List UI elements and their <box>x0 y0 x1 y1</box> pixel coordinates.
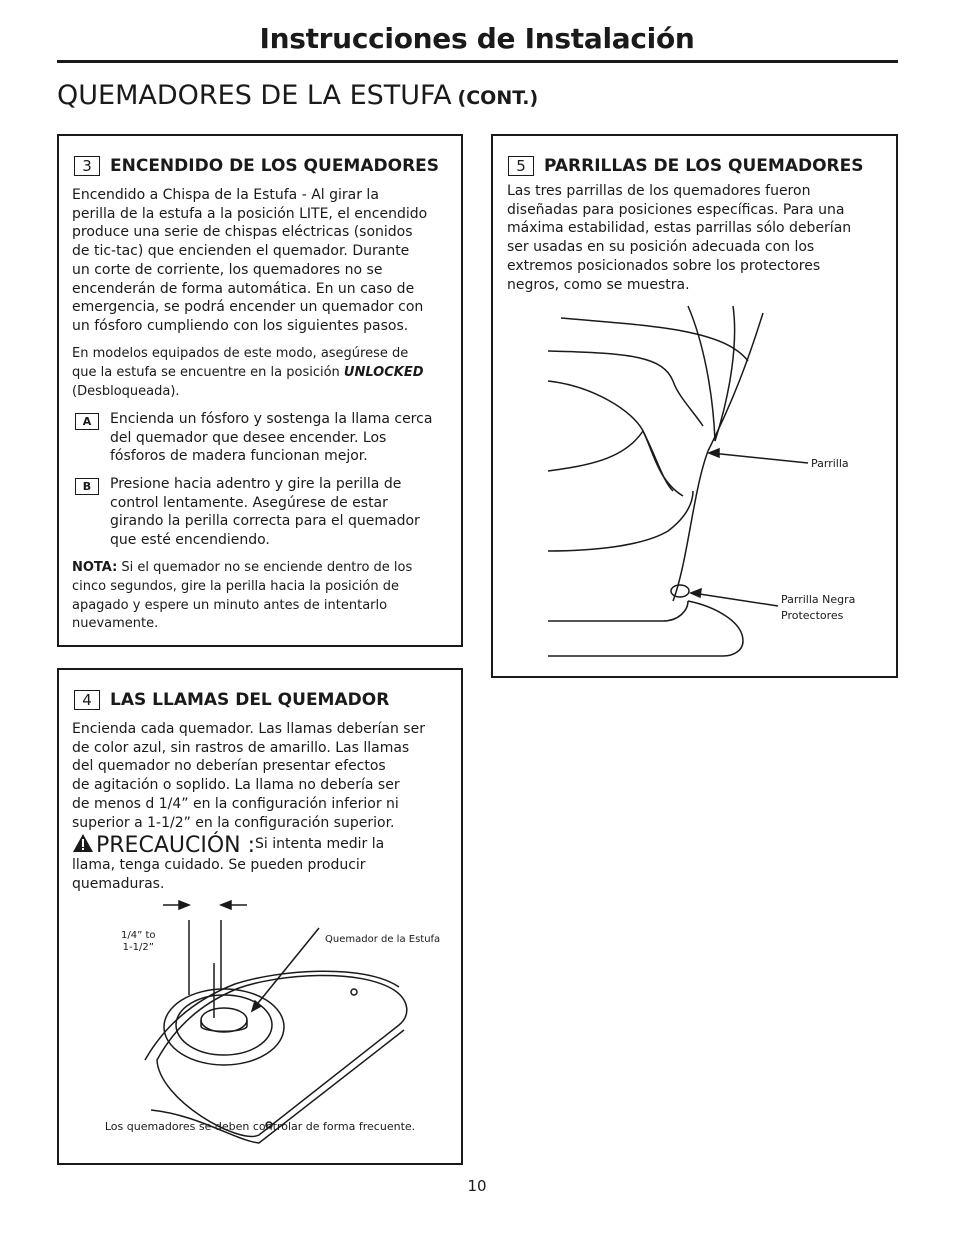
text-line: que esté encendiendo. <box>110 532 270 549</box>
section-title <box>57 80 538 111</box>
step-5-box <box>491 134 898 678</box>
page-number: 10 <box>467 1177 487 1195</box>
text-line: emergencia, se podrá encender un quemador con <box>72 299 424 316</box>
text-line: negros, como se muestra. <box>507 276 690 293</box>
step-3-box <box>57 134 463 647</box>
note-label: NOTA: <box>72 560 118 575</box>
text-line: 1-1/2” <box>122 942 154 953</box>
text-line: llama, tenga cuidado. Se pueden producir <box>72 857 366 873</box>
text-line: Protectores <box>781 609 844 622</box>
text-line <box>72 364 462 383</box>
text-line: un fósforo cumpliendo con los siguientes pasos. <box>72 317 409 334</box>
unlocked-label: UNLOCKED <box>343 364 424 380</box>
text-line: Encendido a Chispa de la Estufa - Al girar la <box>72 187 379 203</box>
step-3-header <box>74 156 439 176</box>
text-line: superior a 1-1/2” en la configuración superior. <box>72 814 395 831</box>
text-line <box>72 559 462 578</box>
step-b-text <box>110 475 460 550</box>
step-4-caution <box>72 833 462 893</box>
step-3-para2 <box>72 345 462 401</box>
step-3-number: 3 <box>74 156 100 176</box>
step-4-para <box>72 720 462 832</box>
step-5-number: 5 <box>508 156 534 176</box>
text-line: quemaduras. <box>72 875 165 892</box>
text-line: apagado y espere un minuto antes de intentarlo <box>72 597 388 613</box>
text-line: perilla de la estufa a la posición LITE, el encendido <box>72 205 428 222</box>
protector-label <box>781 592 855 624</box>
text-line: En modelos equipados de este modo, asegúrese de <box>72 346 409 361</box>
text-line: Encienda un fósforo y sostenga la llama cerca <box>110 411 433 427</box>
caution-text: Si intenta medir la <box>255 836 385 853</box>
text-span: que la estufa se encuentre en la posición <box>72 364 344 380</box>
text-line: nuevamente. <box>72 616 159 632</box>
text-line: Las tres parrillas de los quemadores fueron <box>507 183 811 199</box>
text-line: cinco segundos, gire la perilla hacia la posición de <box>72 578 399 594</box>
text-line: Presione hacia adentro y gire la perilla de <box>110 476 402 492</box>
step-a-text <box>110 410 460 466</box>
step-4-header <box>74 690 389 710</box>
page-title: Instrucciones de Instalación <box>259 22 695 55</box>
text-line: del quemador que desee encender. Los <box>110 429 387 446</box>
step-a-tag: A <box>75 413 99 430</box>
measure-label <box>121 930 156 954</box>
step-b-tag: B <box>75 478 99 495</box>
text-line: Encienda cada quemador. Las llamas deberían ser <box>72 721 425 737</box>
text-line: de menos d 1/4” en la configuración inferior ni <box>72 795 399 812</box>
step-5-para <box>507 182 897 294</box>
section-title-suffix: (CONT.) <box>457 87 539 109</box>
step-3-note <box>72 559 462 634</box>
text-line: produce una serie de chispas eléctricas (sonidos <box>72 224 413 241</box>
text-line: del quemador no deberían presentar efectos <box>72 758 386 775</box>
text-line: Parrilla Negra <box>781 593 856 606</box>
text-line: máxima estabilidad, estas parrillas sólo deberían <box>507 220 852 237</box>
section-title-text: QUEMADORES DE LA ESTUFA <box>57 80 452 111</box>
grate-label: Parrilla <box>811 457 849 470</box>
text-span: Si el quemador no se enciende dentro de los <box>117 560 413 575</box>
caution-title: PRECAUCIÓN : <box>96 833 255 859</box>
text-line: girando la perilla correcta para el quemador <box>110 513 420 530</box>
text-line: encenderán de forma automática. En un caso de <box>72 280 415 297</box>
step-5-title: PARRILLAS DE LOS QUEMADORES <box>544 156 864 176</box>
text-line: un corte de corriente, los quemadores no se <box>72 261 383 278</box>
step-4-box <box>57 668 463 1165</box>
step-3-para1 <box>72 186 462 336</box>
figure-caption: Los quemadores se deben controlar de forma frecuente. <box>104 1120 416 1133</box>
text-line: 1/4” to <box>121 930 156 941</box>
text-line: de color azul, sin rastros de amarillo. Las llamas <box>72 739 410 756</box>
text-line: ser usadas en su posición adecuada con los <box>507 239 815 256</box>
burner-label: Quemador de la Estufa <box>325 934 441 945</box>
text-line: de agitación o soplido. La llama no debería ser <box>72 777 400 794</box>
text-line: diseñadas para posiciones específicas. Para una <box>507 201 845 218</box>
step-5-header <box>508 156 863 176</box>
step-4-title: LAS LLAMAS DEL QUEMADOR <box>110 690 390 710</box>
text-line: extremos posicionados sobre los protectores <box>507 257 821 274</box>
step-3-title: ENCENDIDO DE LOS QUEMADORES <box>110 156 440 176</box>
text-line: fósforos de madera funcionan mejor. <box>110 448 368 465</box>
title-rule <box>57 60 898 63</box>
text-line: (Desbloqueada). <box>72 383 180 399</box>
text-line: de tic-tac) que encienden el quemador. Durante <box>72 243 410 260</box>
step-4-number: 4 <box>74 690 100 710</box>
warning-triangle-icon <box>72 833 94 853</box>
caution-line <box>72 833 462 859</box>
text-line: control lentamente. Asegúrese de estar <box>110 494 388 511</box>
